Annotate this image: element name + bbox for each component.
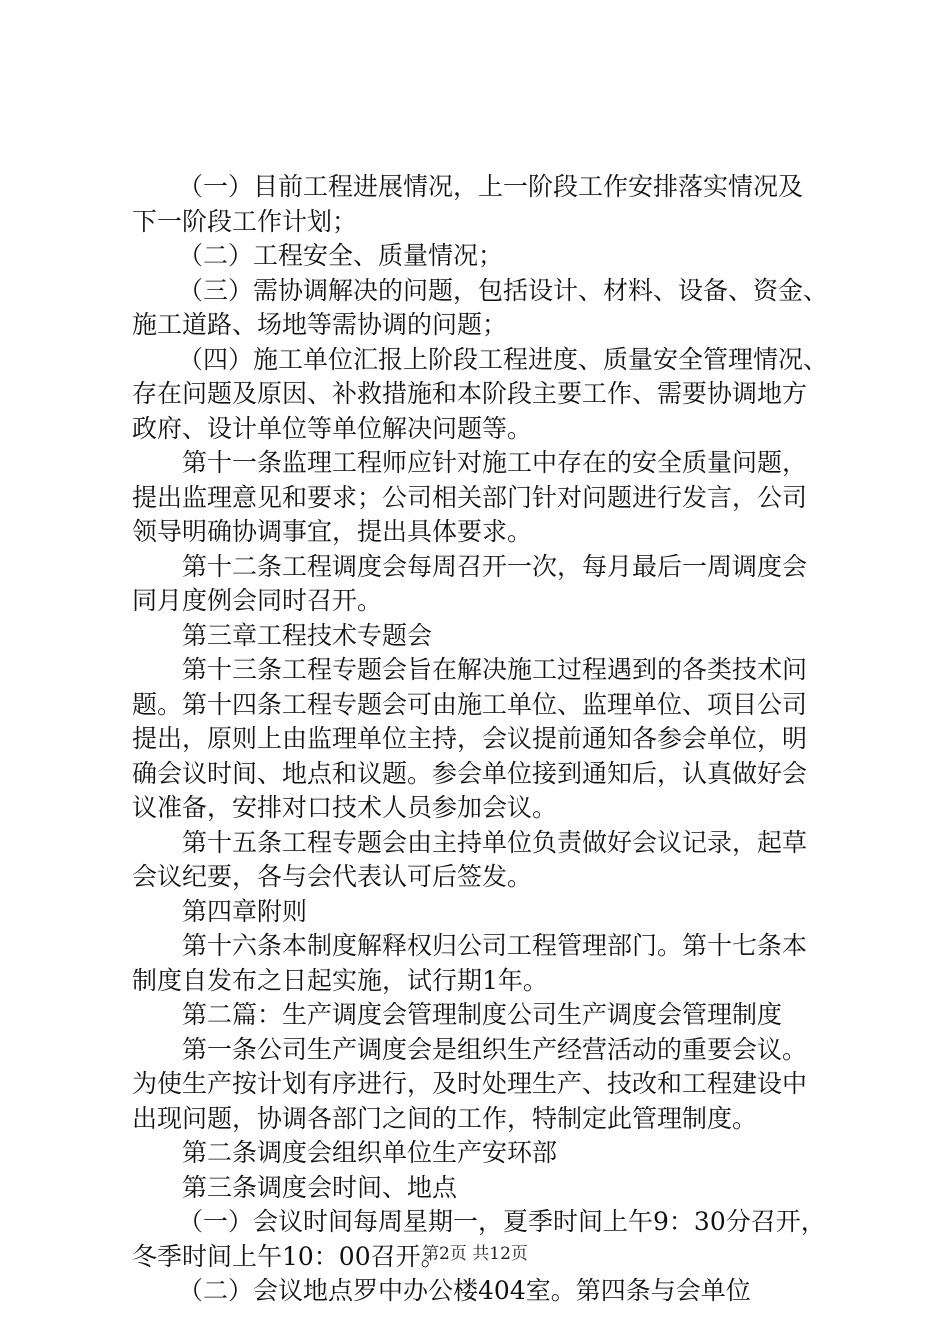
text-line: 出现问题，协调各部门之间的工作，特制定此管理制度。	[132, 1103, 758, 1133]
text-line: 会议纪要，各与会代表认可后签发。	[132, 862, 533, 891]
text-line: 题。第十四条工程专题会可由施工单位、监理单位、项目公司	[132, 689, 808, 719]
text-line: 第三条调度会时间、地点	[182, 1172, 458, 1202]
text-line: 存在问题及原因、补救措施和本阶段主要工作、需要协调地方	[132, 379, 808, 408]
text-line: （三）需协调解决的问题，包括设计、材料、设备、资金、	[178, 275, 829, 305]
text-line: （四）施工单位汇报上阶段工程进度、质量安全管理情况、	[178, 344, 829, 374]
text-line: 领导明确协调事宜，提出具体要求。	[132, 517, 533, 546]
text-line: 冬季时间上午10：00召开。	[132, 1241, 446, 1271]
text-line: 议准备，安排对口技术人员参加会议。	[132, 793, 558, 822]
section-heading: 第二篇：生产调度会管理制度公司生产调度会管理制度	[182, 1000, 783, 1029]
chapter-heading: 第三章工程技术专题会	[182, 620, 433, 650]
text-line: （二）工程安全、质量情况；	[178, 241, 504, 270]
text-line: 第十六条本制度解释权归公司工程管理部门。第十七条本	[182, 931, 808, 960]
text-line: 政府、设计单位等单位解决问题等。	[132, 413, 533, 443]
text-line: 为使生产按计划有序进行，及时处理生产、技改和工程建设中	[132, 1069, 808, 1098]
chapter-heading: 第四章附则	[182, 896, 308, 926]
text-line: 提出，原则上由监理单位主持，会议提前通知各参会单位，明	[132, 724, 808, 753]
text-line: 制度自发布之日起实施，试行期1年。	[132, 965, 548, 995]
text-line: （一）目前工程进展情况，上一阶段工作安排落实情况及	[178, 172, 804, 201]
text-line: 下一阶段工作计划；	[132, 206, 358, 236]
text-line: （一）会议时间每周星期一，夏季时间上午9：30分召开，	[178, 1207, 826, 1236]
page-number-footer: 第2页 共12页	[422, 1244, 528, 1264]
text-line: 第一条公司生产调度会是组织生产经营活动的重要会议。	[182, 1034, 808, 1064]
document-body	[132, 170, 860, 1309]
text-line: 第十三条工程专题会旨在解决施工过程遇到的各类技术问	[182, 655, 808, 684]
text-line: 第十一条监理工程师应针对施工中存在的安全质量问题，	[182, 448, 808, 477]
text-line: （二）会议地点罗中办公楼404室。第四条与会单位	[178, 1276, 751, 1305]
text-line: 第二条调度会组织单位生产安环部	[182, 1138, 558, 1167]
text-line: 施工道路、场地等需协调的问题；	[132, 310, 508, 339]
text-line: 确会议时间、地点和议题。参会单位接到通知后，认真做好会	[132, 758, 808, 788]
text-line: 同月度例会同时召开。	[132, 586, 383, 615]
text-line: 第十二条工程调度会每周召开一次，每月最后一周调度会	[182, 551, 808, 581]
text-line: 提出监理意见和要求；公司相关部门针对问题进行发言，公司	[132, 482, 808, 512]
text-line: 第十五条工程专题会由主持单位负责做好会议记录，起草	[182, 827, 808, 857]
